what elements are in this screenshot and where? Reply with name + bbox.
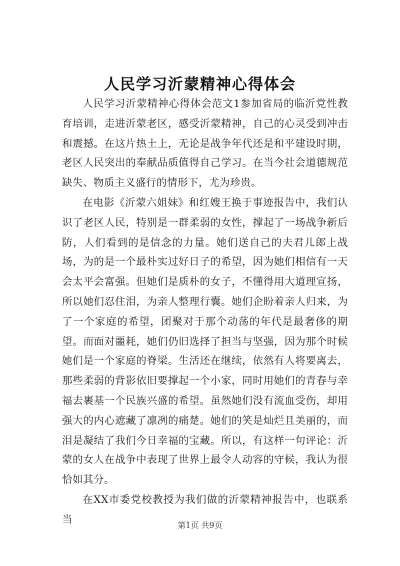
document-body <box>62 95 348 531</box>
paragraph-2: 在电影《沂蒙六姐妹》和红嫂王换于事迹报告中，我们认识了老区人民，特别是一群柔弱的女性，撑起了一场战争新后防，人们看到的是信念的力量。她们送自己的夫君儿郎上战场，为的是一个最朴实过好日子的希望，因为她们相信有一天会太平会富强。但她们是质朴的女子，不懂得用大道理宣扬，所以她们忍住泪，为亲人整理行囊。她们企盼着亲人归来，为了一个家庭的希望，团聚对于那个动荡的年代是最奢侈的期望。而面对噩耗，她们仍旧选择了担当与坚强，因为那个时候她们是一个家庭的脊梁。生活还在继续，依然有人将要离去，那些柔弱的背影依旧要撑起一个小家，同时用她们的青春与幸福去裹基一个民族兴盛的希望。虽然她们没有流血受伤，却用强大的内心遮藏了凛冽的痛楚。她们的笑是灿烂且美丽的，而泪是凝结了我们今日幸福的宝藏。所以，有这样一句评论：沂蒙的女人在战争中表现了世界上最令人动容的守候，我认为很恰如其分。 <box>62 196 348 487</box>
page-number-footer: 第1页 共9页 <box>177 521 223 530</box>
paragraph-1: 人民学习沂蒙精神心得体会范文1参加省局的临沂党性教育培训，走进沂蒙老区，感受沂蒙精神，自己的心灵受到冲击和震撼。在这片热土上，无论是战争年代还是和平建设时期，老区人民突出的奉献品质值得自己学习。在当今社会道德规范缺失、物质主义盛行的情形下，尤为珍贵。 <box>62 98 348 190</box>
paragraph-3: 在XX市委党校教授为我们做的沂蒙精神报告中，也联系当 <box>62 493 348 526</box>
document-title: 人民学习沂蒙精神心得体会 <box>103 75 296 93</box>
